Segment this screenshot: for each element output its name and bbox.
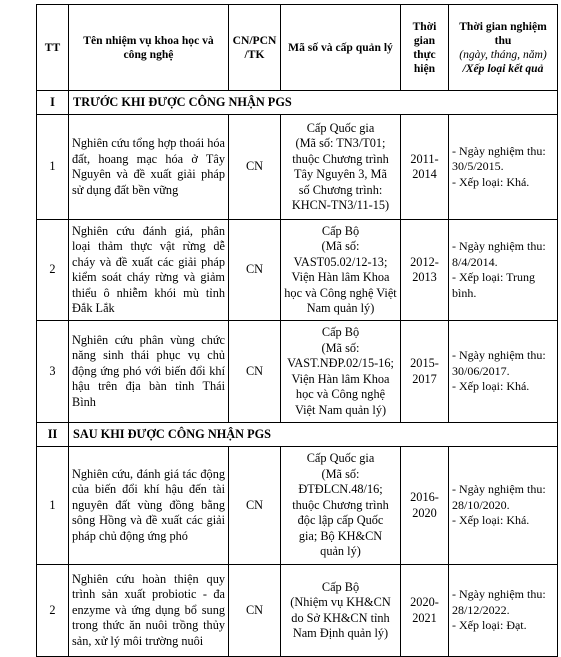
acceptance-rank: - Xếp loại: Khá. (452, 379, 530, 394)
code-line: Nam quản lý) (306, 301, 375, 315)
row-code (281, 447, 401, 565)
row-acceptance (449, 115, 558, 220)
time-line: 2020- (410, 595, 439, 609)
time-line: 2012- (410, 254, 439, 269)
code-line: VAST.NĐP.02/15-16; (287, 356, 394, 370)
code-line: Cấp Quốc gia (306, 451, 375, 466)
time-line: 2015- (410, 356, 439, 370)
row-time (401, 447, 449, 565)
code-line: Tây Nguyên 3, Mã (294, 167, 387, 181)
row-time (401, 220, 449, 321)
header-accept-rank: /Xếp loại kết quả (462, 61, 544, 75)
row-task: Nghiên cứu đánh giá, phân loại thảm thực vật rừng dễ cháy và đề xuất các giải pháp kiểm soát cháy rừng và giảm thiểu ô nhiễm khói mù tỉnh Đắk Lắk (69, 220, 229, 321)
table-row (37, 220, 558, 321)
code-line: do Sở KH&CN tỉnh (291, 610, 390, 625)
row-role: CN (229, 565, 281, 657)
section-title: SAU KHI ĐƯỢC CÔNG NHẬN PGS (69, 423, 558, 447)
row-code (281, 321, 401, 423)
row-acceptance (449, 220, 558, 321)
code-line: VAST05.02/12-13; (293, 254, 388, 269)
row-acceptance (449, 321, 558, 423)
code-line: Nam Định quản lý) (292, 626, 389, 640)
row-tt: 3 (37, 321, 69, 423)
code-line: Cấp Bộ (321, 579, 360, 594)
code-line: thuộc Chương trình (292, 497, 389, 512)
table-row (37, 447, 558, 565)
time-line: 2013 (412, 270, 437, 284)
row-tt: 2 (37, 220, 69, 321)
header-tt: TT (37, 5, 69, 91)
section-row (37, 91, 558, 115)
acceptance-rank: - Xếp loại: Trung bình. (452, 270, 536, 300)
header-code: Mã số và cấp quản lý (281, 5, 401, 91)
acceptance-date: - Ngày nghiệm thu: 28/12/2022. (452, 587, 546, 617)
acceptance-date: - Ngày nghiệm thu: 30/06/2017. (452, 348, 546, 378)
code-line: (Mã số: (321, 239, 360, 253)
acceptance-date: - Ngày nghiệm thu: 30/5/2015. (452, 143, 546, 174)
row-time (401, 565, 449, 657)
code-line: ĐTĐLCN.48/16; (298, 482, 383, 497)
time-line: 2016- (410, 490, 439, 504)
code-line: học và Công nghệ Việt (284, 285, 397, 300)
row-acceptance (449, 565, 558, 657)
code-line: thuộc Chương trình (292, 151, 389, 166)
row-role: CN (229, 115, 281, 220)
row-time (401, 115, 449, 220)
section-row (37, 423, 558, 447)
code-line: KHCN-TN3/11-15) (291, 198, 390, 212)
code-line: quản lý) (320, 544, 361, 559)
code-line: Cấp Bộ (321, 223, 360, 238)
code-line: Cấp Quốc gia (306, 120, 375, 135)
table-header-row (37, 5, 558, 91)
code-line: (Mã số: TN3/T01; (295, 136, 386, 150)
table-row (37, 565, 558, 657)
code-line: Cấp Bộ (321, 325, 360, 339)
header-accept-title: Thời gian nghiệm thu (459, 19, 547, 47)
time-line: 2014 (412, 167, 437, 181)
code-line: Việt Nam quản lý) (294, 402, 387, 417)
row-code (281, 220, 401, 321)
section-number: II (37, 423, 69, 447)
header-time: Thời gian thực hiện (401, 5, 449, 91)
row-task: Nghiên cứu hoàn thiện quy trình sản xuất probiotic - đa enzyme và ứng dụng bổ sung trong thức ăn nuôi trồng thủy sản, xử lý môi trường nuôi (69, 565, 229, 657)
row-tt: 2 (37, 565, 69, 657)
header-accept-sub: (ngày, tháng, năm) (459, 47, 547, 61)
row-code (281, 565, 401, 657)
acceptance-rank: - Xếp loại: Đạt. (452, 618, 527, 633)
code-line: (Mã số: (321, 466, 360, 481)
research-tasks-table (36, 4, 558, 657)
time-line: 2017 (412, 371, 437, 386)
code-line: gia; Bộ KH&CN (298, 528, 383, 543)
time-line: 2021 (412, 610, 437, 625)
table-row (37, 115, 558, 220)
section-number: I (37, 91, 69, 115)
row-role: CN (229, 321, 281, 423)
time-line: 2020 (412, 505, 437, 520)
header-task: Tên nhiệm vụ khoa học và công nghệ (69, 5, 229, 91)
code-line: độc lập cấp Quốc (297, 513, 384, 528)
code-line: Viện Hàn lâm Khoa (291, 270, 390, 284)
code-line: số Chương trình: (298, 182, 383, 197)
row-role: CN (229, 447, 281, 565)
acceptance-date: - Ngày nghiệm thu: 28/10/2020. (452, 482, 546, 512)
section-title: TRƯỚC KHI ĐƯỢC CÔNG NHẬN PGS (69, 91, 558, 115)
row-task: Nghiên cứu, đánh giá tác động của biến đổi khí hậu đến tài nguyên đất vùng đồng bằng sông Hồng và đề xuất các giải pháp chủ động ứng phó (69, 447, 229, 565)
code-line: (Nhiệm vụ KH&CN (290, 595, 391, 609)
code-line: (Mã số: (321, 340, 360, 355)
code-line: Viện Hàn lâm Khoa (291, 371, 390, 386)
row-tt: 1 (37, 115, 69, 220)
row-task: Nghiên cứu tổng hợp thoái hóa đất, hoang mạc hóa ở Tây Nguyên và đề xuất giải pháp sử dụng đất bền vững (69, 115, 229, 220)
code-line: học và Công nghệ (295, 387, 386, 401)
acceptance-date: - Ngày nghiệm thu: 8/4/2014. (452, 239, 546, 269)
acceptance-rank: - Xếp loại: Khá. (452, 513, 530, 528)
time-line: 2011- (410, 151, 439, 166)
row-task: Nghiên cứu phân vùng chức năng sinh thái phục vụ chủ động ứng phó với biến đổi khí hậu trên địa bàn tỉnh Thái Bình (69, 321, 229, 423)
row-time (401, 321, 449, 423)
header-role: CN/PCN /TK (229, 5, 281, 91)
row-role: CN (229, 220, 281, 321)
row-tt: 1 (37, 447, 69, 565)
acceptance-rank: - Xếp loại: Khá. (452, 174, 530, 189)
row-code (281, 115, 401, 220)
row-acceptance (449, 447, 558, 565)
table-row (37, 321, 558, 423)
header-acceptance (449, 5, 558, 91)
